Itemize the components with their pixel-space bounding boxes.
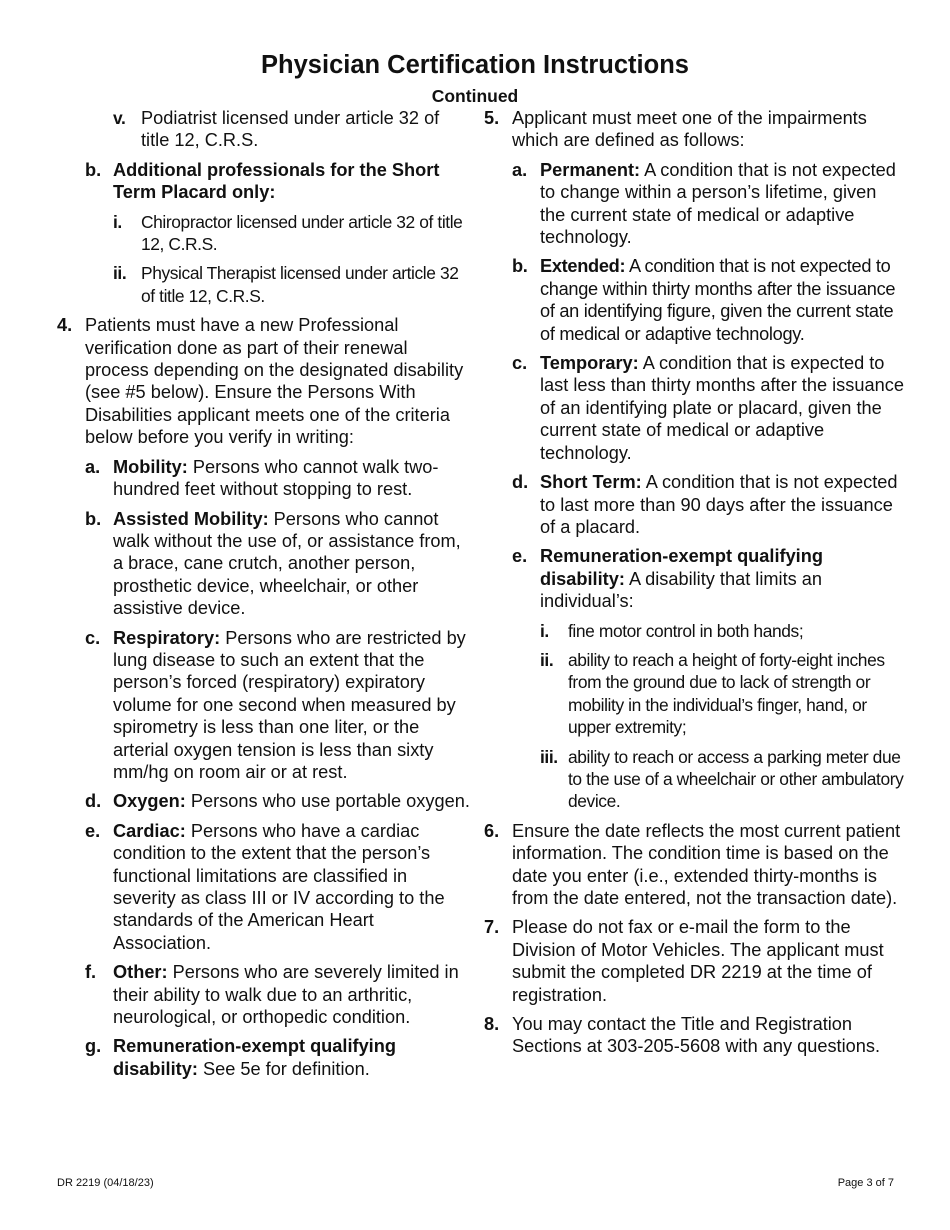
list-text bbox=[540, 255, 904, 345]
list-text bbox=[113, 508, 472, 620]
list-marker: 7. bbox=[484, 917, 500, 938]
list-item bbox=[540, 746, 904, 813]
definition: A condition that is not expected to change within a person’s lifetime, given the current state of medical or adaptive technology. bbox=[540, 159, 896, 248]
list-text: ability to reach or access a parking meter due to the use of a wheelchair or other ambulatory device. bbox=[568, 746, 904, 812]
list-marker: i. bbox=[540, 620, 549, 641]
list-item bbox=[484, 820, 904, 910]
list-marker: e. bbox=[512, 546, 528, 567]
list-text bbox=[113, 961, 472, 1028]
list-marker: iii. bbox=[540, 746, 558, 767]
list-marker: 5. bbox=[484, 108, 500, 128]
list-item bbox=[85, 456, 472, 501]
definition: Persons who have a cardiac condition to the extent that the person’s functional limitations are classified in severity as class III or IV according to the standards of the American Heart Association. bbox=[113, 820, 445, 953]
list-item bbox=[113, 262, 472, 307]
list-item bbox=[85, 820, 472, 954]
list-text: Ensure the date reflects the most current patient information. The condition time is based on the date you enter (i.e., extended thirty-months is from the date entered, not the transaction date). bbox=[512, 820, 901, 908]
list-marker: b. bbox=[85, 508, 102, 529]
list-text bbox=[540, 545, 904, 612]
list-marker: i. bbox=[113, 211, 122, 232]
list-item bbox=[512, 471, 904, 538]
list-marker: c. bbox=[85, 627, 101, 648]
list-marker: b. bbox=[512, 256, 528, 277]
list-marker: b. bbox=[85, 159, 102, 180]
list-item bbox=[540, 620, 904, 642]
list-item bbox=[85, 961, 472, 1028]
term: Assisted Mobility: bbox=[113, 508, 269, 529]
page-subtitle: Continued bbox=[431, 86, 519, 106]
list-text: ability to reach a height of forty-eight inches from the ground due to lack of strength or mobility in the individual’s finger, hand, or upper extremity; bbox=[568, 649, 885, 738]
definition: Persons who cannot walk without the use of, or assistance from, a brace, cane crutch, another person, prosthetic device, wheelchair, or other assistive device. bbox=[113, 508, 461, 619]
list-text: Physical Therapist licensed under article 32 of title 12, C.R.S. bbox=[141, 263, 459, 306]
term: Cardiac: bbox=[113, 820, 186, 841]
definition: Persons who cannot walk two-hundred feet without stopping to rest. bbox=[113, 456, 439, 500]
list-marker: 4. bbox=[57, 315, 73, 336]
list-text: Podiatrist licensed under article 32 of title 12, C.R.S. bbox=[141, 108, 440, 151]
definition: A condition that is not expected to last more than 90 days after the issuance of a placard. bbox=[540, 472, 898, 537]
term: Extended: bbox=[540, 256, 626, 277]
term: Permanent: bbox=[540, 159, 641, 180]
list-item bbox=[512, 255, 904, 345]
list-item bbox=[484, 107, 904, 152]
term: Remuneration-exempt qualifying disability: bbox=[113, 1036, 396, 1079]
right-column bbox=[484, 107, 904, 1058]
list-text bbox=[113, 456, 472, 501]
list-marker: 8. bbox=[484, 1014, 500, 1035]
list-text: You may contact the Title and Registration Sections at 303-205-5608 with any questions. bbox=[512, 1014, 881, 1057]
list-item bbox=[484, 1013, 904, 1058]
definition: Persons who are severely limited in their ability to walk due to an arthritic, neurological, or orthopedic condition. bbox=[113, 962, 459, 1028]
list-marker: a. bbox=[512, 159, 528, 180]
list-item bbox=[85, 508, 472, 620]
list-marker: c. bbox=[512, 353, 528, 374]
term: Respiratory: bbox=[113, 627, 221, 648]
list-text bbox=[540, 352, 904, 464]
list-text: Chiropractor licensed under article 32 of title 12, C.R.S. bbox=[141, 211, 463, 255]
form-id: DR 2219 (04/18/23) bbox=[57, 1177, 154, 1189]
list-item bbox=[85, 790, 472, 812]
list-marker: ii. bbox=[540, 649, 554, 670]
term: Oxygen: bbox=[113, 791, 186, 812]
list-item bbox=[512, 159, 904, 249]
definition: A disability that limits an individual’s: bbox=[540, 568, 823, 612]
list-marker: e. bbox=[85, 820, 101, 841]
list-text bbox=[113, 790, 472, 812]
list-marker: v. bbox=[113, 108, 126, 128]
list-item bbox=[85, 627, 472, 784]
list-marker: a. bbox=[85, 456, 101, 477]
list-marker: f. bbox=[85, 962, 97, 983]
definition: Persons who are restricted by lung disease to such an extent that the person’s forced (respiratory) expiratory volume for one second when measured by spirometry is less than one liter, or the arterial oxygen tension is less than sixty mm/hg on room air or at rest. bbox=[113, 627, 466, 782]
list-marker: g. bbox=[85, 1036, 102, 1057]
list-text: fine motor control in both hands; bbox=[568, 620, 804, 641]
list-item bbox=[113, 107, 472, 152]
definition: Persons who use portable oxygen. bbox=[185, 791, 470, 812]
list-text: Additional professionals for the Short Term Placard only: bbox=[113, 159, 440, 203]
list-item bbox=[540, 649, 904, 739]
list-marker: ii. bbox=[113, 263, 127, 284]
list-item bbox=[484, 916, 904, 1006]
list-text: Applicant must meet one of the impairments which are defined as follows: bbox=[512, 108, 867, 151]
page-title: Physician Certification Instructions bbox=[261, 51, 689, 79]
definition: See 5e for definition. bbox=[197, 1058, 370, 1079]
list-text bbox=[113, 627, 472, 784]
list-item bbox=[85, 1035, 472, 1080]
list-marker: 6. bbox=[484, 820, 500, 841]
list-item bbox=[57, 314, 472, 448]
list-text bbox=[113, 1035, 472, 1080]
term: Other: bbox=[113, 962, 168, 983]
list-text bbox=[113, 820, 472, 954]
term: Temporary: bbox=[540, 353, 639, 374]
term: Remuneration-exempt qualifying disability: bbox=[540, 546, 823, 589]
list-item bbox=[512, 545, 904, 612]
list-item bbox=[512, 352, 904, 464]
left-column bbox=[57, 107, 472, 1080]
list-marker: d. bbox=[85, 791, 102, 812]
term: Short Term: bbox=[540, 472, 642, 493]
page-number: Page 3 of 7 bbox=[837, 1177, 894, 1189]
term: Mobility: bbox=[113, 456, 188, 477]
definition: A condition that is expected to last less than thirty months after the issuance of an identifying plate or placard, given the current state of medical or adaptive technology. bbox=[540, 353, 904, 463]
list-text bbox=[540, 471, 904, 538]
list-item bbox=[85, 159, 472, 204]
list-text: Patients must have a new Professional verification done as part of their renewal process depending on the designated disability (see #5 below). Ensure the Persons With Disabilities applicant meets one of the criteria below before you verify in writing: bbox=[85, 315, 464, 448]
list-item bbox=[113, 211, 472, 256]
list-text: Please do not fax or e-mail the form to the Division of Motor Vehicles. The applicant must submit the completed DR 2219 at the time of registration. bbox=[512, 917, 884, 1005]
list-text bbox=[540, 159, 904, 249]
list-marker: d. bbox=[512, 472, 529, 493]
definition: A condition that is not expected to change within thirty months after the issuance of an identifying figure, given the current state of medical or adaptive technology. bbox=[540, 256, 896, 344]
